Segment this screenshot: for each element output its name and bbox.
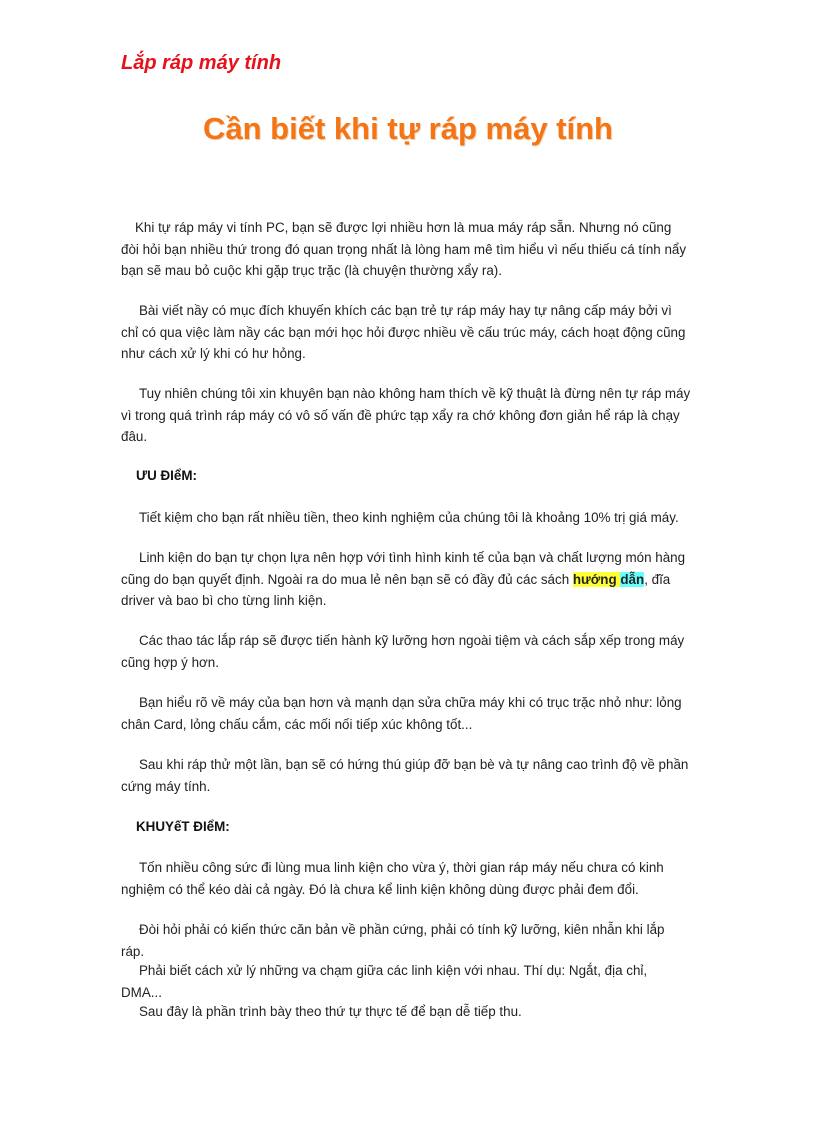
advantage-text-after: , đĩa driver và bao bì cho từng linh kiện. (121, 571, 671, 608)
advantage-paragraph-4: Bạn hiểu rõ về máy của bạn hơn và mạnh dạn sửa chữa máy khi có trục trặc nhỏ như: lỏng chân Card, lỏng chấu cắm, các mối nối tiếp xúc không tốt... (121, 695, 682, 732)
page-title: Cần biết khi tự ráp máy tính (202, 111, 613, 146)
advantages-heading: ƯU ĐIểM: (136, 468, 197, 483)
advantage-paragraph-1: Tiết kiệm cho bạn rất nhiều tiền, theo kinh nghiệm của chúng tôi là khoảng 10% trị giá máy. (139, 510, 679, 525)
disadvantages-heading: KHUYếT ĐIểM: (136, 819, 230, 834)
intro-paragraph-1: Khi tự ráp máy vi tính PC, bạn sẽ được lợi nhiều hơn là mua máy ráp sẵn. Nhưng nó cũng đòi hỏi bạn nhiều thứ trong đó quan trọng nhất là lòng ham mê tìm hiểu vì nếu thiếu cá tính nẩy bạn sẽ mau bỏ cuộc khi gặp trục trặc (là chuyện thường xẩy ra). (121, 220, 687, 278)
intro-paragraph-2: Bài viết nầy có mục đích khuyến khích các bạn trẻ tự ráp máy hay tự nâng cấp máy bởi vì chỉ có qua việc làm nầy các bạn mới học hỏi được nhiều về cấu trúc máy, cách hoạt động cũng như cách xử lý khi có hư hỏng. (121, 303, 686, 361)
disadvantage-paragraph-2: Đòi hỏi phải có kiến thức căn bản về phần cứng, phải có tính kỹ lưỡng, kiên nhẫn khi lắp ráp. (121, 922, 665, 959)
highlighted-word-2: dẫn (620, 571, 645, 587)
section-title: Lắp ráp máy tính (121, 52, 282, 74)
highlighted-word: hướng (572, 571, 617, 587)
disadvantage-paragraph-3: Phải biết cách xử lý những va chạm giữa các linh kiện với nhau. Thí dụ: Ngắt, địa chỉ, DMA... (121, 963, 648, 1000)
disadvantage-paragraph-4: Sau đây là phần trình bày theo thứ tự thực tế để bạn dễ tiếp thu. (139, 1004, 522, 1019)
intro-paragraph-3: Tuy nhiên chúng tôi xin khuyên bạn nào không ham thích về kỹ thuật là đừng nên tự ráp máy vì trong quá trình ráp máy có vô số vấn đề phức tạp xẩy ra chớ không đơn giản hể ráp là chạy đâu. (121, 386, 691, 444)
advantage-paragraph-3: Các thao tác lắp ráp sẽ được tiến hành kỹ lưỡng hơn ngoài tiệm và cách sắp xếp trong máy cũng hợp ý hơn. (121, 633, 685, 670)
advantage-text-before: Linh kiện do bạn tự chọn lựa nên hợp với tình hình kinh tế của bạn và chất lượng món hàng cũng do bạn quyết định. Ngoài ra do mua lẻ nên bạn sẽ có đầy đủ các sách (121, 550, 686, 587)
advantage-paragraph-5: Sau khi ráp thử một lần, bạn sẽ có hứng thú giúp đỡ bạn bè và tự nâng cao trình độ về phần cứng máy tính. (121, 757, 689, 794)
advantage-paragraph-2 (121, 547, 691, 612)
disadvantage-paragraph-1: Tốn nhiều công sức đi lùng mua linh kiện cho vừa ý, thời gian ráp máy nếu chưa có kinh nghiệm có thể kéo dài cả ngày. Đó là chưa kể linh kiện không dùng được phải đem đổi. (121, 860, 664, 897)
